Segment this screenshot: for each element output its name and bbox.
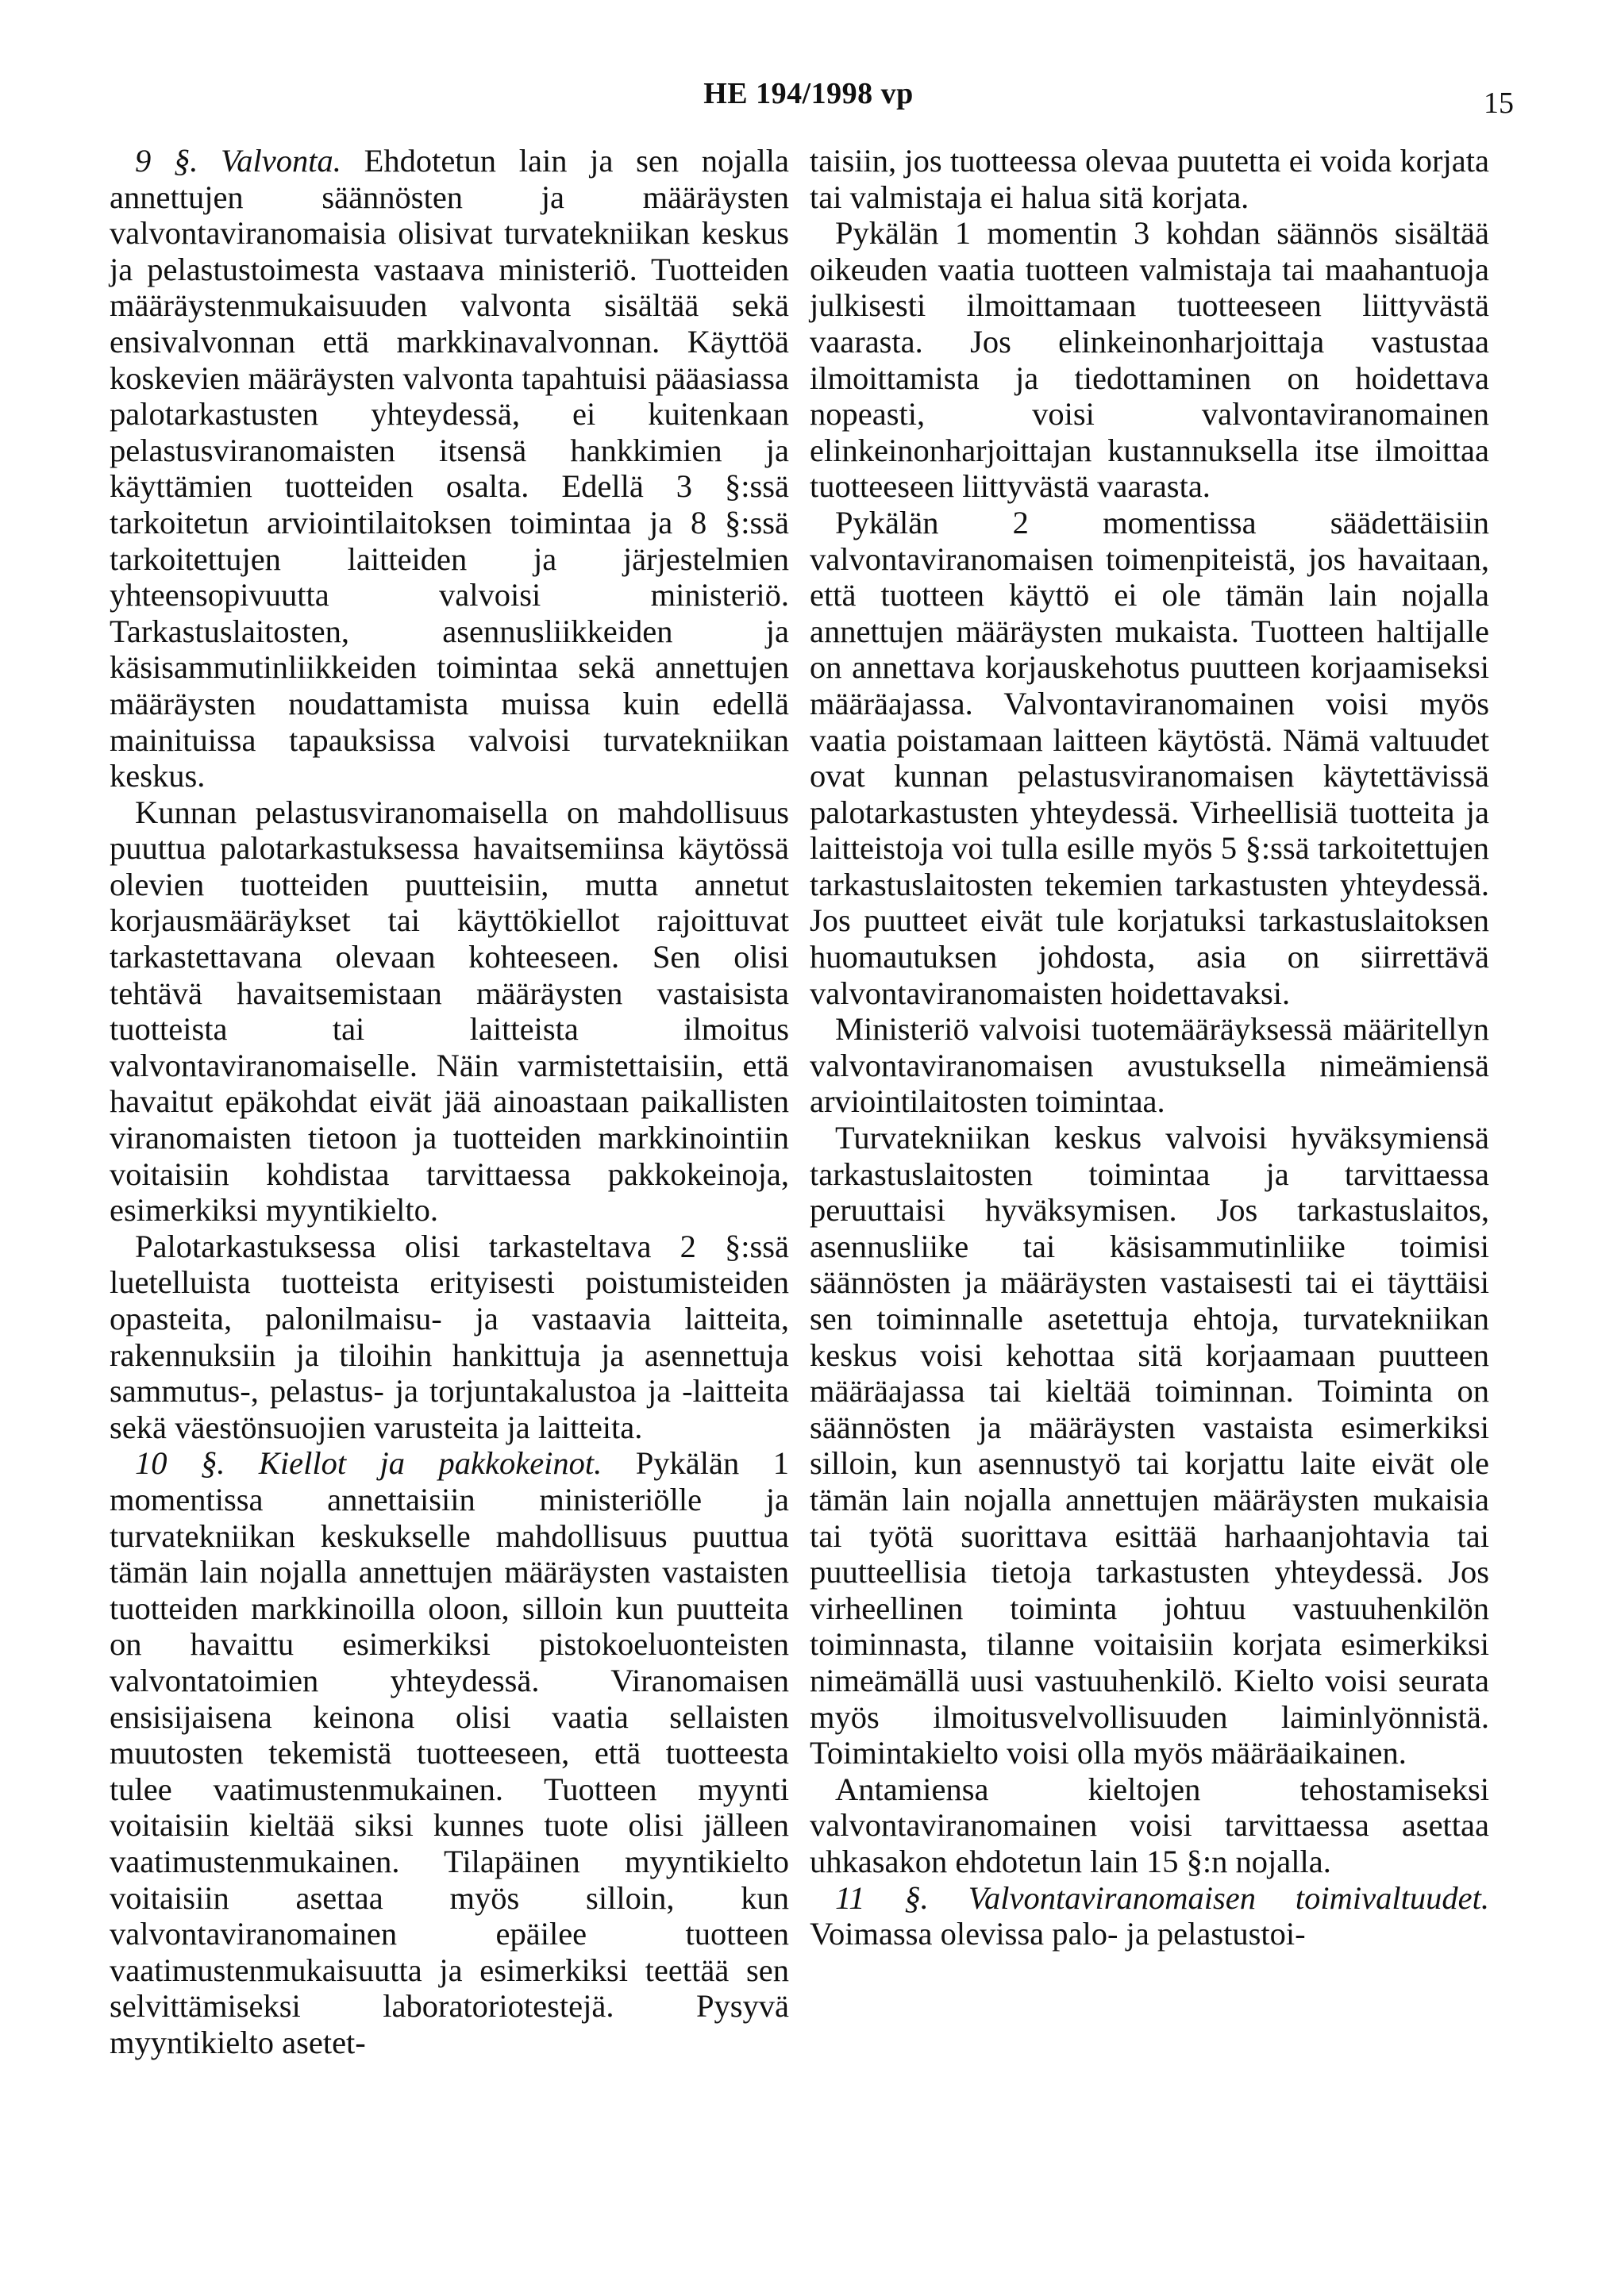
left-column — [110, 143, 789, 2060]
paragraph-turvatekniikan-keskus: Turvatekniikan keskus valvoisi hyväksymiensä tarkastuslaitosten toimintaa ja tarvittaessa peruuttaisi hyväksymisen. Jos tarkastuslaitos, asennusliike tai käsisammutinliike toimisi säännösten ja määräysten vastaisesti tai ei täyttäisi sen toiminnalle asetettuja ehtoja, turvatekniikan keskus voisi kehottaa sitä korjaamaan puutteen määräajassa tai kieltää toiminnan. Toiminta on säännösten ja määräysten vastaista esimerkiksi silloin, kun asennustyö tai korjattu laite eivät ole tämän lain nojalla annettujen määräysten mukaisia tai työtä suorittava esittää harhaanjohtavia tai puutteellisia tietoja tarkastusten yhteydessä. Jos virheellinen toiminta johtuu vastuuhenkilön toiminnasta, tilanne voitaisiin korjata esimerkiksi nimeämällä uusi vastuuhenkilö. Kielto voisi seurata myös ilmoitusvelvollisuuden laiminlyönnistä. Toimintakielto voisi olla myös määräaikainen. — [810, 1120, 1489, 1771]
paragraph-11-toimivaltuudet — [810, 1880, 1489, 1952]
paragraph-2-momentti: Pykälän 2 momentissa säädettäisiin valvontaviranomaisen toimenpiteistä, jos havaitaan, että tuotteen käyttö ei ole tämän lain nojalla annettujen määräysten mukaista. Tuotteen haltijalle on annettava korjauskehotus puutteen korjaamiseksi määräajassa. Valvontaviranomainen voisi myös vaatia poistamaan laitteen käytöstä. Nämä valtuudet ovat kunnan pelastusviranomaisen käytettävissä palotarkastusten yhteydessä. Virheellisiä tuotteita ja laitteistoja voi tulla esille myös 5 §:ssä tarkoitettujen tarkastuslaitosten tekemien tarkastusten yhteydessä. Jos puutteet eivät tule korjatuksi tarkastuslaitoksen huomautuksen johdosta, asia on siirrettävä valvontaviranomaisten hoidettavaksi. — [810, 504, 1489, 1011]
section-heading-10: 10 §. Kiellot ja pakkokeinot. — [135, 1445, 603, 1482]
paragraph-palotarkastus: Palotarkastuksessa olisi tarkasteltava 2 §:ssä luetelluista tuotteista erityisesti poistumisteiden opasteita, palonilmaisu- ja vastaavia laitteita, rakennuksiin ja tiloihin hankittuja ja asennettuja sammutus-, pelastus- ja torjuntakalustoa ja -laitteita sekä väestönsuojien varusteita ja laitteita. — [110, 1228, 789, 1445]
paragraph-uhkasakko: Antamiensa kieltojen tehostamiseksi valvontaviranomainen voisi tarvittaessa asettaa uhkasakon ehdotetun lain 15 §:n nojalla. — [810, 1771, 1489, 1879]
paragraph-text: Ehdotetun lain ja sen nojalla annettujen säännösten ja määräysten valvontaviranomaisia olisivat turvatekniikan keskus ja pelastustoimesta vastaava ministeriö. Tuotteiden määräystenmukaisuuden valvonta sisältää sekä ensivalvonnan että markkinavalvonnan. Käyttöä koskevien määräysten valvonta tapahtuisi pääasiassa palotarkastusten yhteydessä, ei kuitenkaan pelastusviranomaisten itsensä hankkimien ja käyttämien tuotteiden osalta. Edellä 3 §:ssä tarkoitetun arviointilaitoksen toimintaa ja 8 §:ssä tarkoitettujen laitteiden ja järjestelmien yhteensopivuutta valvoisi ministeriö. Tarkastuslaitosten, asennusliikkeiden ja käsisammutinliikkeiden toimintaa sekä annettujen määräysten noudattamista muissa kuin edellä mainituissa tapauksissa valvoisi turvatekniikan keskus. — [110, 143, 790, 794]
paragraph-ministerio: Ministeriö valvoisi tuotemääräyksessä määritellyn valvontaviranomaisen avustuksella nimeämiensä arviointilaitosten toimintaa. — [810, 1011, 1489, 1120]
paragraph-kunnan-pelastusviranomainen: Kunnan pelastusviranomaisella on mahdollisuus puuttua palotarkastuksessa havaitsemiinsa käytössä olevien tuotteiden puutteisiin, mutta annetut korjausmääräykset tai käyttökiellot rajoittuvat tarkastettavana olevaan kohteeseen. Sen olisi tehtävä havaitsemistaan määräysten vastaisista tuotteista tai laitteista ilmoitus valvontaviranomaiselle. Näin varmistettaisiin, että havaitut epäkohdat eivät jää ainoastaan paikallisten viranomaisten tietoon ja tuotteiden markkinointiin voitaisiin kohdistaa tarvittaessa pakkokeinoja, esimerkiksi myyntikielto. — [110, 794, 789, 1229]
right-column — [810, 143, 1489, 1952]
running-head: HE 194/1998 vp — [703, 77, 914, 110]
page-number: 15 — [1484, 87, 1514, 120]
paragraph-1-momentti: Pykälän 1 momentin 3 kohdan säännös sisältää oikeuden vaatia tuotteen valmistaja tai maahantuoja julkisesti ilmoittamaan tuotteeseen liittyvästä vaarasta. Jos elinkeinonharjoittaja vastustaa ilmoittamista ja tiedottaminen on hoidettava nopeasti, voisi valvontaviranomainen elinkeinonharjoittajan kustannuksella itse ilmoittaa tuotteeseen liittyvästä vaarasta. — [810, 215, 1489, 505]
section-heading-11: 11 §. Valvontaviranomaisen toimivaltuudet. — [835, 1879, 1489, 1916]
paragraph-continuation: taisiin, jos tuotteessa olevaa puutetta ei voida korjata tai valmistaja ei halua sitä korjata. — [810, 143, 1489, 215]
paragraph-9-valvonta — [110, 143, 789, 794]
paragraph-text: Pykälän 1 momentissa annettaisiin ministeriölle ja turvatekniikan keskukselle mahdollisuus puuttua tämän lain nojalla annettujen määräysten vastaisten tuotteiden markkinoilla oloon, silloin kun puutteita on havaittu esimerkiksi pistokoeluonteisten valvontatoimien yhteydessä. Viranomaisen ensisijaisena keinona olisi vaatia sellaisten muutosten tekemistä tuotteeseen, että tuotteesta tulee vaatimustenmukainen. Tuotteen myynti voitaisiin kieltää siksi kunnes tuote olisi jälleen vaatimustenmukainen. Tilapäinen myyntikielto voitaisiin asettaa myös silloin, kun valvontaviranomainen epäilee tuotteen vaatimustenmukaisuutta ja esimerkiksi teettää sen selvittämiseksi laboratoriotestejä. Pysyvä myyntikielto asetet- — [110, 1445, 789, 2060]
section-heading-9: 9 §. Valvonta. — [135, 143, 341, 179]
paragraph-text: Voimassa olevissa palo- ja pelastustoi- — [810, 1916, 1306, 1952]
paragraph-10-kiellot — [110, 1445, 789, 2060]
